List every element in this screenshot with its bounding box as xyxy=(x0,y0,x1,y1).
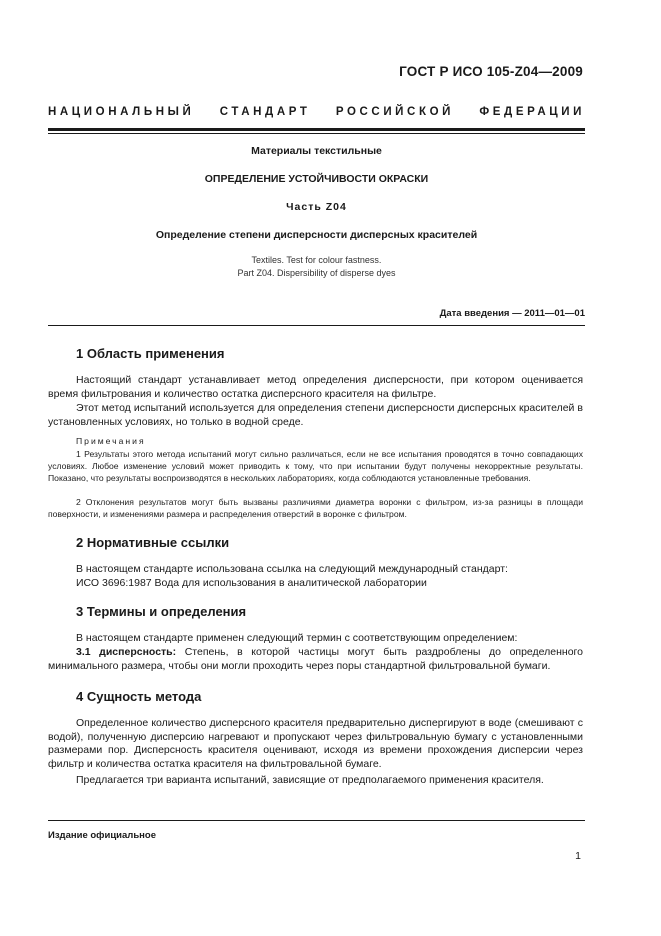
notes-heading: Примечания xyxy=(76,436,146,446)
intro-rule xyxy=(48,325,585,326)
section-4-paragraph-1: Определенное количество дисперсного красителя предварительно диспергируют в воде (смешивают с водой), полученную дисперсию нагревают и пропускают через фильтровальную бумагу с установленными размерами пор. Дисперсность красителя оценивают, исходя из времени прохождения дисперсии через фильтр и количества остатка красителя на фильтровальной бумаге. xyxy=(48,717,583,770)
section-2-paragraph-1: В настоящем стандарте использована ссылка на следующий международный стандарт: xyxy=(76,563,508,575)
section-1-paragraph-2: Этот метод испытаний используется для определения степени дисперсности дисперсных красителей в установленных условиях, но только в водной среде. xyxy=(48,402,583,428)
section-3-definition xyxy=(48,646,583,673)
note-2: 2 Отклонения результатов могут быть вызваны различиями диаметра воронки с фильтром, из-за разницы в площади поверхности, и изменениями размера и распределения отверстий в воронке с фильтром. xyxy=(48,497,583,519)
section-2-heading: 2 Нормативные ссылки xyxy=(76,535,230,550)
term-definition: Степень, в которой частицы могут быть раздроблены до определенного минимального размера, чтобы они могли проходить через поры стандартной фильтровальной бумаги. xyxy=(48,646,584,672)
english-title-1: Textiles. Test for colour fastness. xyxy=(251,255,382,265)
section-1-paragraph-1: Настоящий стандарт устанавливает метод определения дисперсности, при котором оценивается время фильтрования и количество остатка дисперсного красителя на фильтре. xyxy=(48,374,583,400)
section-3-heading: 3 Термины и определения xyxy=(76,604,247,619)
footer-rule xyxy=(48,820,585,821)
section-3-paragraph-1: В настоящем стандарте применен следующий термин с соответствующим определением: xyxy=(76,632,518,644)
section-2-reference: ИСО 3696:1987 Вода для использования в аналитической лаборатории xyxy=(76,577,427,589)
header-rule-thick xyxy=(48,128,585,131)
document-code: ГОСТ Р ИСО 105-Z04—2009 xyxy=(399,64,583,79)
title-line-1: Материалы текстильные xyxy=(251,145,382,157)
title-line-4: Определение степени дисперсности дисперсных красителей xyxy=(155,229,478,241)
header-rule-thin xyxy=(48,133,585,134)
note-1: 1 Результаты этого метода испытаний могут сильно различаться, если не все испытания проводятся в точно совпадающих условиях. Любое изменение условий может приводить к тому, что при испытании будут получены некорректные результаты. Показано, что результаты воспроизводятся в нескольких лабораториях, когда соблюдаются установленные требования. xyxy=(48,449,583,483)
term-label: 3.1 дисперсность: xyxy=(76,646,177,658)
national-standard-banner: НАЦИОНАЛЬНЫЙ СТАНДАРТ РОССИЙСКОЙ ФЕДЕРАЦИИ xyxy=(48,106,585,118)
section-4-heading: 4 Сущность метода xyxy=(76,689,202,704)
section-1-heading: 1 Область применения xyxy=(76,346,225,361)
english-title-2: Part Z04. Dispersibility of disperse dyes xyxy=(237,268,396,278)
title-line-2: ОПРЕДЕЛЕНИЕ УСТОЙЧИВОСТИ ОКРАСКИ xyxy=(204,173,429,185)
section-4-paragraph-2: Предлагается три варианта испытаний, зависящие от предполагаемого применения красителя. xyxy=(76,774,544,786)
introduction-date: Дата введения — 2011—01—01 xyxy=(439,308,585,319)
edition-label: Издание официальное xyxy=(48,830,156,841)
page-number: 1 xyxy=(575,850,581,862)
title-part: Часть Z04 xyxy=(286,201,347,213)
